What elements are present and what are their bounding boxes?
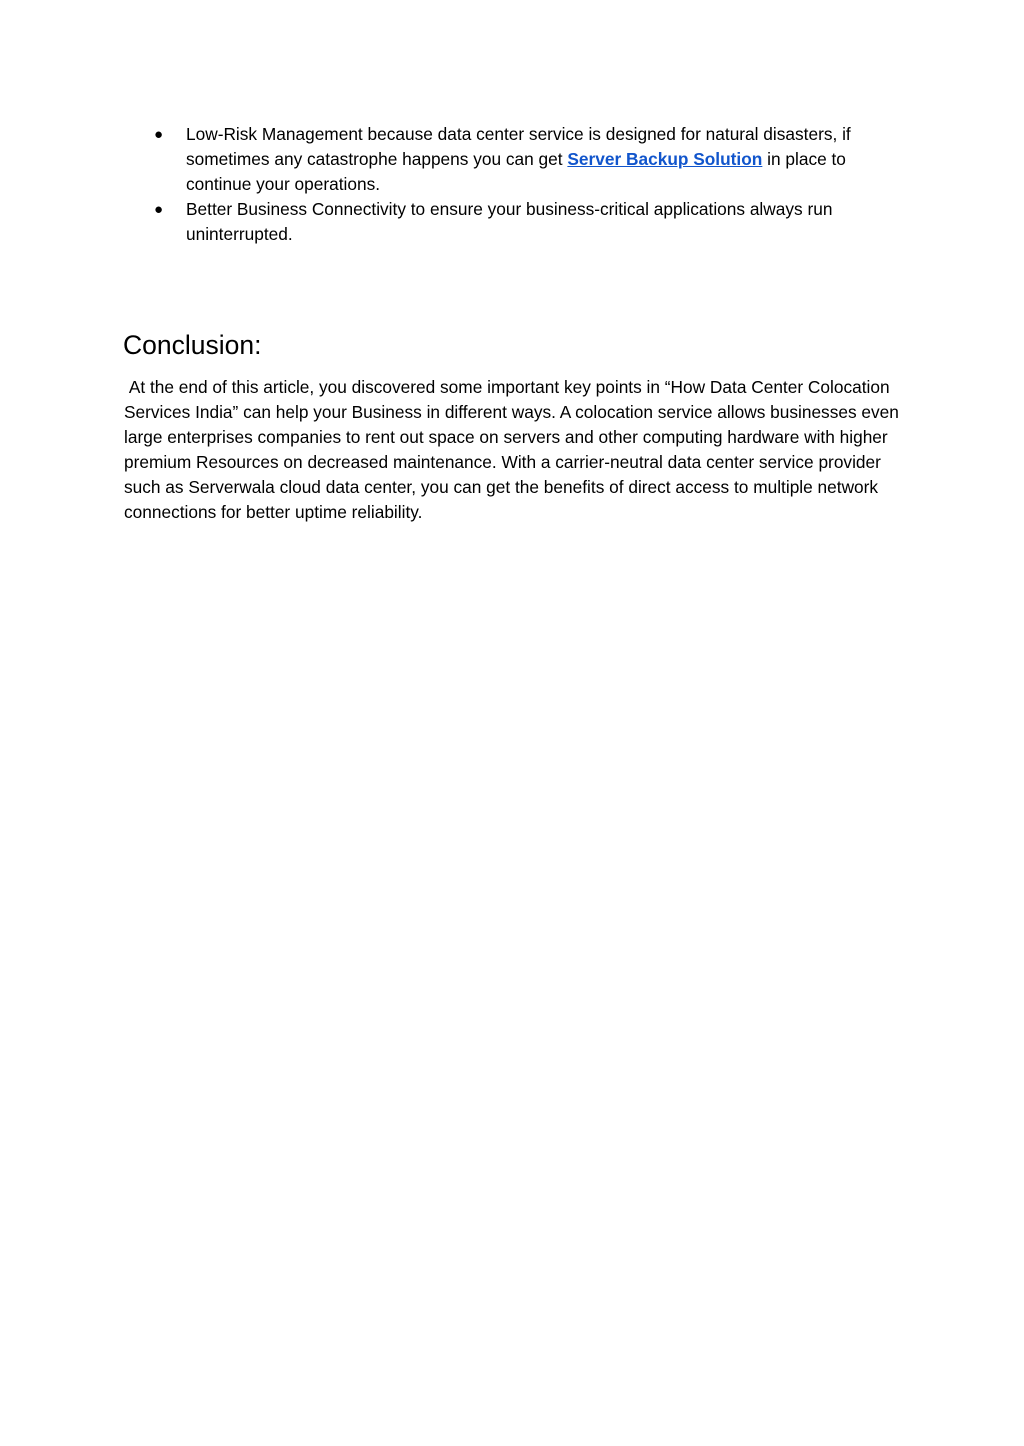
conclusion-heading: Conclusion: xyxy=(123,330,262,360)
list-item xyxy=(124,197,914,247)
server-backup-solution-link[interactable]: Server Backup Solution xyxy=(567,149,763,169)
bullet-list xyxy=(124,122,914,247)
bullet-text-before-link: Low-Risk Management because data center service is designed for natural disasters, if sometimes any catastrophe happens you can get xyxy=(186,124,851,169)
conclusion-paragraph: At the end of this article, you discovered some important key points in “How Data Center Colocation Services India” can help your Business in different ways. A colocation service allows businesses even large enterprises companies to rent out space on servers and other computing hardware with higher premium Resources on decreased maintenance. With a carrier-neutral data center service provider such as Serverwala cloud data center, you can get the benefits of direct access to multiple network connections for better uptime reliability. xyxy=(124,377,904,522)
bullet-icon: ● xyxy=(154,201,164,218)
bullet-icon: ● xyxy=(154,126,164,143)
bullet-text: Better Business Connectivity to ensure your business-critical applications always run uninterrupted. xyxy=(186,199,833,244)
list-item xyxy=(124,122,914,197)
bullet-text-after-link: in place to continue your operations. xyxy=(186,149,846,194)
